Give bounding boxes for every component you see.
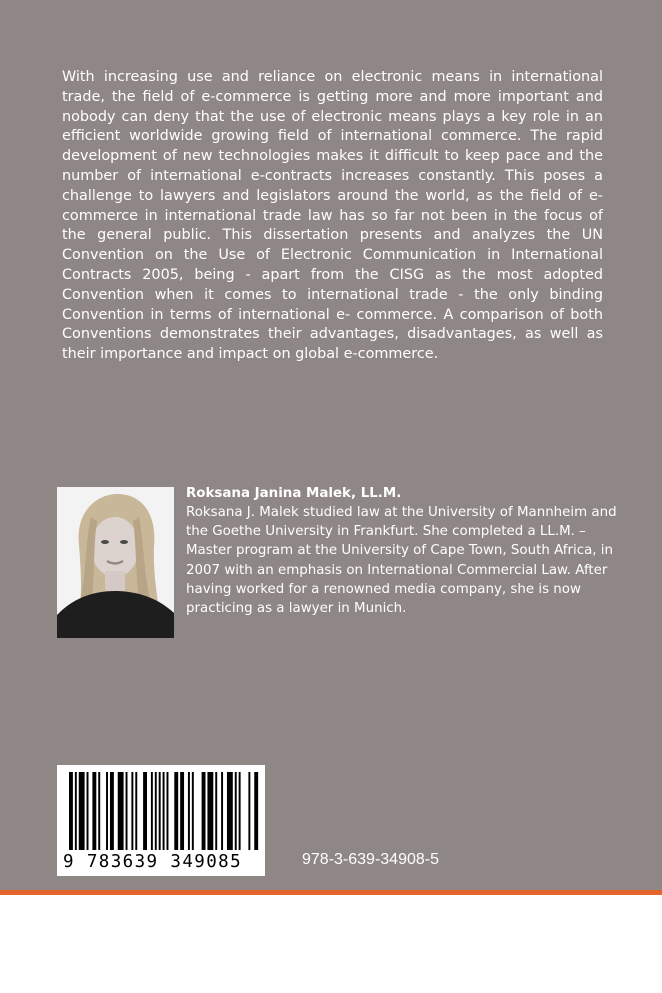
barcode-bar — [235, 772, 237, 850]
barcode-bar — [180, 772, 184, 850]
book-description: With increasing use and reliance on electronic means in international trade, the field of e-commerce is getting more and more important and nobody can deny that the use of electronic means plays a key role in an efficient worldwide growing field of international commerce. The rapid development of new technologies makes it difficult to keep pace and the number of international e-contracts increases constantly. This poses a challenge to lawyers and legislators around the world, as the field of e-commerce in international trade law has so far not been in the focus of the general public. This dissertation presents and analyzes the UN Convention on the Use of Electronic Communication in International Contracts 2005, being - apart from the CISG as the most adopted Convention when it comes to international trade - the only binding Convention in terms of international e- commerce. A comparison of both Conventions demonstrates their advantages, disadvantages, as well as their importance and impact on global e-commerce. — [62, 69, 603, 363]
barcode-bar — [221, 772, 223, 850]
isbn-barcode — [57, 765, 265, 876]
barcode-bar — [143, 772, 147, 850]
barcode-bar — [192, 772, 194, 850]
author-bio: Roksana J. Malek studied law at the University of Mannheim and the Goethe University in Frankfurt. She completed a LL.M. – Master program at the University of Cape Town, South Africa, in 2007 with an emphasis on International Commercial Law. After having worked for a renowned media company, she is now practicing as a lawyer in Munich. — [186, 505, 617, 617]
barcode-bar — [159, 772, 161, 850]
barcode-bar — [215, 772, 217, 850]
barcode-bar — [87, 772, 89, 850]
barcode-bar — [118, 772, 124, 850]
barcode-bar — [248, 772, 250, 850]
barcode-bar — [202, 772, 206, 850]
accent-stripe — [0, 890, 662, 895]
barcode-bar — [188, 772, 190, 850]
barcode-bar — [155, 772, 157, 850]
barcode-bar — [239, 772, 241, 850]
barcode-bar — [254, 772, 258, 850]
author-name: Roksana Janina Malek, LL.M. — [186, 486, 402, 501]
barcode-bar — [227, 772, 233, 850]
isbn-number: 978-3-639-34908-5 — [302, 851, 439, 868]
barcode-bar — [110, 772, 114, 850]
barcode-bar — [106, 772, 108, 850]
barcode-bar — [163, 772, 165, 850]
barcode-bar — [75, 772, 77, 850]
barcode-bar — [79, 772, 85, 850]
barcode-bar — [69, 772, 73, 850]
barcode-bar — [167, 772, 169, 850]
barcode-bar — [131, 772, 133, 850]
barcode-bar — [92, 772, 96, 850]
author-section — [186, 484, 626, 618]
barcode-bar — [207, 772, 213, 850]
barcode-bar — [98, 772, 100, 850]
barcode-digits: 9 783639 349085 — [63, 852, 243, 872]
barcode-bar — [126, 772, 128, 850]
barcode-bar — [135, 772, 137, 850]
barcode-bar — [151, 772, 153, 850]
barcode-bar — [174, 772, 178, 850]
author-photo — [57, 487, 174, 638]
